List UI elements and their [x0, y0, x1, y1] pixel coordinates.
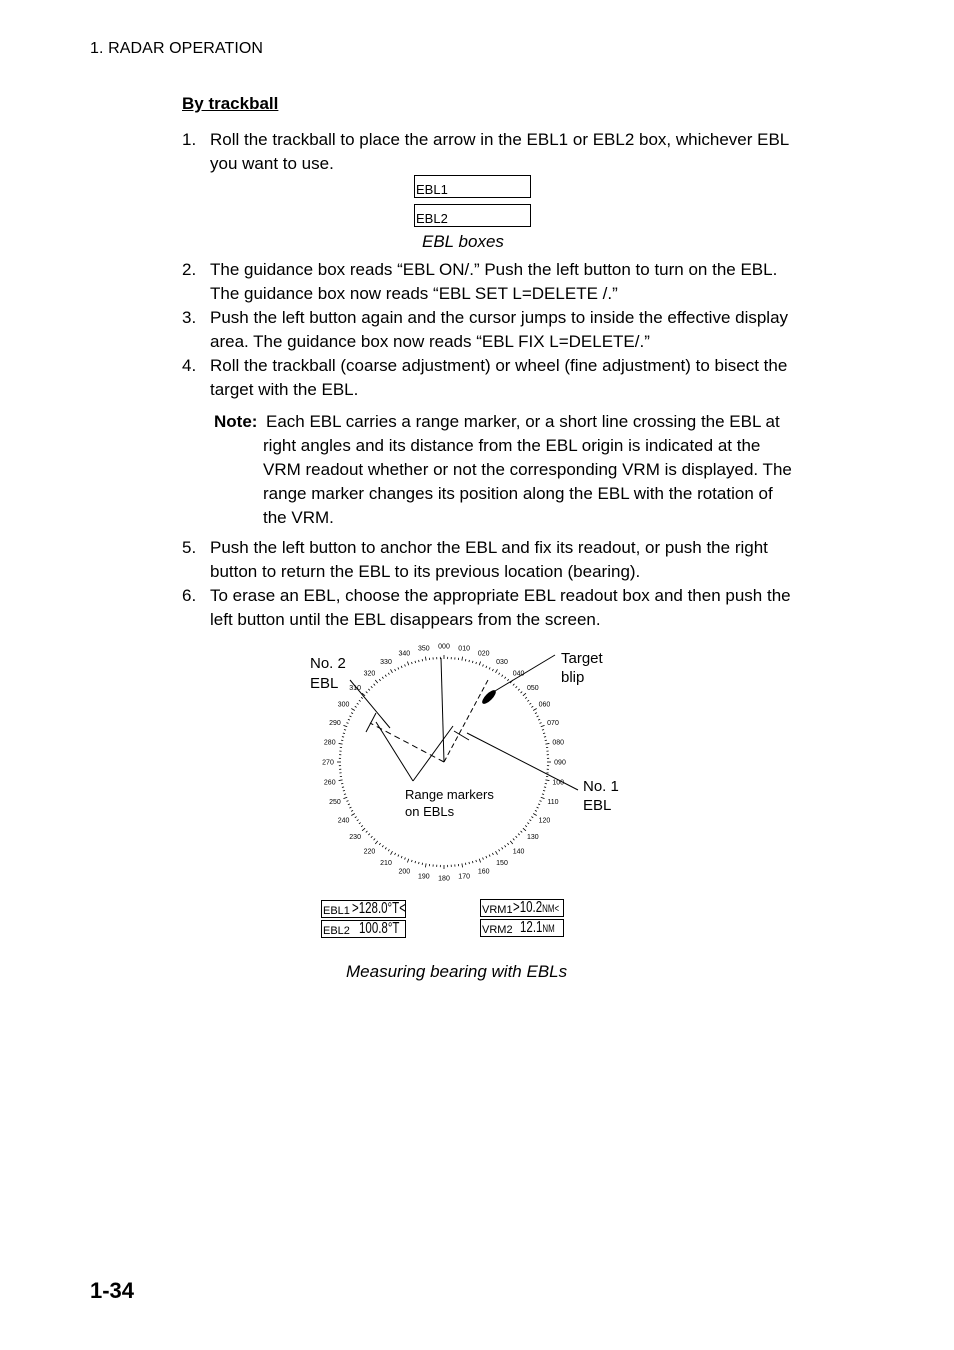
page-number: 1-34: [90, 1278, 135, 1303]
step-line: target with the EBL.: [210, 380, 359, 399]
bearing-label: 020: [477, 650, 490, 658]
vrm2-readout-value: [520, 919, 555, 937]
step-line: Roll the trackball (coarse adjustment) or wheel (fine adjustment) to bisect the: [210, 356, 788, 375]
bearing-tick: [545, 780, 549, 781]
bearing-tick: [541, 797, 545, 798]
bearing-tick: [339, 780, 343, 781]
bearing-tick: [462, 657, 463, 661]
step-line: you want to use.: [210, 154, 334, 173]
bearing-tick: [544, 787, 546, 788]
bearing-label: 030: [496, 659, 508, 667]
ebl2-box-label: EBL2: [416, 211, 448, 226]
bearing-tick: [510, 841, 513, 844]
range-marker-pointer-2: [376, 722, 413, 781]
bearing-tick: [521, 831, 523, 832]
bearing-tick: [351, 810, 353, 811]
note-line: range marker changes its position along the EBL with the rotation of: [263, 484, 773, 503]
bearing-tick: [407, 859, 408, 863]
bearing-tick: [505, 845, 506, 847]
bearing-tick: [349, 807, 351, 808]
bearing-tick: [486, 856, 487, 858]
bearing-tick: [479, 859, 480, 863]
bearing-tick: [492, 853, 493, 855]
range-markers-label: on EBLs: [405, 804, 455, 819]
bearing-label: 230: [349, 834, 361, 842]
bearing-tick: [419, 862, 420, 864]
bearing-tick: [523, 828, 526, 831]
bearing-tick: [395, 669, 396, 671]
step-line: To erase an EBL, choose the appropriate EBL readout box and then push the: [210, 586, 791, 605]
bearing-tick: [362, 828, 365, 831]
bearing-label: 250: [329, 799, 341, 807]
bearing-tick: [351, 814, 354, 816]
ebl1-line: [444, 680, 488, 762]
bearing-tick: [539, 723, 541, 724]
bearing-label: 110: [547, 799, 559, 807]
bearing-label: 040: [512, 670, 525, 678]
bearing-label: 320: [363, 670, 376, 678]
bearing-tick: [533, 814, 536, 816]
bearing-tick: [525, 825, 527, 826]
note-label: Note:: [214, 412, 258, 431]
bearing-tick: [339, 743, 343, 744]
bearing-tick: [513, 839, 514, 841]
bearing-tick: [411, 860, 412, 862]
ebl1-readout-value: >128.0°T<: [352, 900, 406, 917]
bearing-label: 080: [552, 739, 565, 747]
target-blip: [480, 688, 498, 706]
bearing-tick: [388, 849, 389, 851]
bearing-label: 340: [398, 650, 411, 658]
bearing-tick: [405, 664, 406, 666]
bearing-tick: [361, 697, 363, 698]
bearing-tick: [499, 673, 500, 675]
range-marker-pointer-1: [413, 726, 453, 781]
bearing-label: 060: [538, 701, 551, 709]
bearing-tick: [507, 843, 508, 845]
bearing-tick: [542, 729, 544, 730]
bearing-tick: [366, 831, 368, 832]
bearing-label: 130: [527, 834, 539, 842]
ebl-lines: [350, 655, 578, 790]
bearing-tick: [469, 862, 470, 864]
bearing-tick: [346, 801, 348, 802]
bearing-label: 350: [418, 645, 430, 653]
bearing-tick: [518, 834, 520, 836]
bearing-tick: [391, 851, 393, 854]
bearing-tick: [533, 709, 536, 711]
bearing-tick: [357, 820, 359, 821]
step-line: The guidance box now reads “EBL SET L=DELETE /.”: [210, 284, 618, 303]
vrm2-readout-label: VRM2: [482, 924, 513, 936]
bearing-tick: [538, 804, 540, 805]
bearing-tick: [346, 723, 348, 724]
bearing-scale-labels: [322, 644, 566, 883]
vrm1-readout-value: [513, 899, 559, 917]
bearing-tick: [472, 861, 473, 863]
note-line: VRM readout whether or not the corresponding VRM is displayed. The: [263, 460, 792, 479]
target-blip-label: Target: [561, 650, 603, 667]
bearing-tick: [529, 703, 531, 704]
bearing-tick: [419, 660, 420, 662]
bearing-tick: [415, 861, 416, 863]
bearing-label: 240: [337, 817, 350, 825]
bearing-tick: [516, 836, 518, 838]
bearing-tick: [535, 713, 537, 714]
heading-line: [441, 658, 444, 762]
bearing-label: 310: [349, 684, 361, 692]
bearing-label: 180: [438, 875, 450, 883]
bearing-tick: [374, 839, 375, 841]
bearing-tick: [483, 664, 484, 666]
bearing-label: 270: [322, 759, 334, 767]
bearing-tick: [529, 820, 531, 821]
bearing-tick: [343, 725, 347, 726]
bearing-tick: [496, 851, 498, 854]
bearing-tick: [544, 737, 546, 738]
bearing-tick: [496, 669, 498, 672]
bearing-tick: [462, 863, 463, 867]
bearing-label: 090: [554, 759, 566, 767]
vrm2-unit: NM: [542, 923, 555, 935]
step-line: Roll the trackball to place the arrow in the EBL1 or EBL2 box, whichever EBL: [210, 130, 790, 149]
bearing-tick: [348, 804, 350, 805]
bearing-tick: [538, 719, 540, 720]
vrm1-value: >10.2: [513, 899, 543, 916]
bearing-tick: [401, 856, 402, 858]
step-number: 4.: [182, 356, 197, 375]
bearing-tick: [348, 719, 350, 720]
bearing-tick: [472, 661, 473, 663]
bearing-tick: [398, 667, 399, 669]
bearing-tick: [359, 823, 361, 824]
no2-ebl-pointer: [350, 680, 390, 728]
bearing-tick: [425, 863, 426, 867]
step-line: The guidance box reads “EBL ON/.” Push the left button to turn on the EBL.: [210, 260, 778, 279]
bearing-tick: [415, 661, 416, 663]
step-number: 3.: [182, 308, 197, 327]
bearing-tick: [382, 677, 383, 679]
vrm1-readout-label: VRM1: [482, 904, 513, 916]
bearing-tick: [537, 807, 539, 808]
bearing-label: 200: [398, 868, 411, 876]
step-number: 1.: [182, 130, 197, 149]
bearing-tick: [469, 660, 470, 662]
no2-ebl-label: No. 2: [310, 655, 346, 672]
step-line: Push the left button to anchor the EBL and fix its readout, or push the right: [210, 538, 768, 557]
no1-ebl-label: EBL: [583, 797, 612, 814]
vrm1-unit: NM<: [542, 903, 560, 915]
bearing-tick: [375, 841, 378, 844]
step-line: area. The guidance box now reads “EBL FIX L=DELETE/.”: [210, 332, 650, 351]
range-markers-label: Range markers: [405, 787, 494, 802]
bearing-tick: [507, 679, 508, 681]
bearing-tick: [343, 790, 345, 791]
vrm2-value: 12.1: [520, 919, 543, 936]
ebl2-readout-label: EBL2: [323, 925, 350, 937]
step-line: Push the left button again and the cursor jumps to inside the effective display: [210, 308, 789, 327]
bearing-tick: [361, 825, 363, 826]
bearing-tick: [476, 662, 477, 664]
bearing-tick: [357, 703, 359, 704]
bearing-tick: [542, 794, 544, 795]
no2-ebl-label: EBL: [310, 675, 339, 692]
bearing-tick: [541, 725, 545, 726]
bearing-tick: [355, 817, 357, 818]
bearing-tick: [505, 677, 506, 679]
bearing-tick: [344, 729, 346, 730]
bearing-tick: [531, 706, 533, 707]
bearing-label: 190: [418, 873, 430, 881]
bearing-tick: [543, 733, 545, 734]
bearing-label: 000: [438, 643, 450, 651]
bearing-tick: [388, 673, 389, 675]
bearing-tick: [492, 669, 493, 671]
bearing-tick: [479, 661, 480, 665]
bearing-tick: [545, 743, 549, 744]
bearing-tick: [379, 843, 380, 845]
bearing-tick: [531, 817, 533, 818]
bearing-tick: [405, 857, 406, 859]
bearing-label: 010: [458, 645, 470, 653]
bearing-label: 290: [329, 719, 341, 727]
bearing-tick: [351, 709, 354, 711]
bearing-tick: [368, 689, 370, 691]
bearing-tick: [398, 855, 399, 857]
step-number: 6.: [182, 586, 197, 605]
bearing-label: 070: [547, 719, 559, 727]
bearing-label: 140: [512, 848, 525, 856]
no1-ebl-label: No. 1: [583, 778, 619, 795]
bearing-tick: [343, 733, 345, 734]
bearing-label: 050: [527, 684, 539, 692]
bearing-tick: [342, 737, 344, 738]
ebl1-readout-label: EBL1: [323, 905, 350, 917]
diagram-caption: Measuring bearing with EBLs: [346, 962, 568, 981]
bearing-tick: [343, 797, 347, 798]
bearing-label: 300: [337, 701, 350, 709]
bearing-tick: [543, 790, 545, 791]
bearing-tick: [516, 686, 518, 688]
bearing-tick: [411, 662, 412, 664]
note-line: right angles and its distance from the EBL origin is indicated at the: [263, 436, 761, 455]
step-line: button to return the EBL to its previous location (bearing).: [210, 562, 641, 581]
bearing-tick: [355, 706, 357, 707]
bearing-tick: [351, 713, 353, 714]
bearing-tick: [375, 680, 378, 683]
bearing-tick: [425, 657, 426, 661]
bearing-tick: [521, 692, 523, 693]
vrm2-readout: [480, 919, 564, 937]
bearing-tick: [502, 675, 503, 677]
bearing-label: 170: [458, 873, 470, 881]
bearing-tick: [539, 801, 541, 802]
note-line: Each EBL carries a range marker, or a short line crossing the EBL at: [266, 412, 780, 431]
bearing-tick: [379, 679, 380, 681]
bearing-tick: [518, 689, 520, 691]
bearing-tick: [368, 834, 370, 836]
bearing-tick: [359, 700, 361, 701]
bearing-label: 150: [496, 859, 508, 867]
step-number: 5.: [182, 538, 197, 557]
bearing-label: 260: [323, 779, 336, 787]
bearing-tick: [349, 716, 351, 717]
bearing-tick: [476, 860, 477, 862]
running-header: 1. RADAR OPERATION: [90, 40, 264, 57]
bearing-tick: [371, 686, 373, 688]
bearing-label: 280: [323, 739, 336, 747]
bearing-tick: [391, 669, 393, 672]
note-line: the VRM.: [263, 508, 334, 527]
bearing-tick: [374, 684, 375, 686]
bearing-tick: [537, 716, 539, 717]
vrm1-readout: [480, 899, 564, 917]
bearing-tick: [385, 675, 386, 677]
step-line: left button until the EBL disappears from the screen.: [210, 610, 601, 629]
bearing-tick: [382, 845, 383, 847]
bearing-tick: [489, 855, 490, 857]
bearing-tick: [486, 666, 487, 668]
bearing-tick: [401, 666, 402, 668]
bearing-tick: [513, 684, 514, 686]
bearing-tick: [395, 853, 396, 855]
bearing-tick: [527, 700, 529, 701]
ebl2-readout-value: 100.8°T: [359, 920, 400, 937]
bearing-tick: [525, 697, 527, 698]
bearing-tick: [523, 693, 526, 696]
bearing-tick: [489, 667, 490, 669]
bearing-label: 100: [552, 779, 565, 787]
bearing-label: 160: [477, 868, 490, 876]
section-title: By trackball: [182, 94, 279, 113]
ebl2-range-marker: [366, 713, 376, 732]
bearing-tick: [407, 661, 408, 665]
bearing-tick: [527, 823, 529, 824]
bearing-tick: [344, 794, 346, 795]
target-blip-label: blip: [561, 669, 585, 686]
bearing-tick: [371, 836, 373, 838]
bearing-tick: [502, 847, 503, 849]
bearing-label: 210: [380, 859, 392, 867]
bearing-label: 330: [380, 659, 392, 667]
bearing-label: 220: [363, 848, 376, 856]
bearing-tick: [499, 849, 500, 851]
ebl1-box-label: EBL1: [416, 182, 448, 197]
bearing-tick: [366, 692, 368, 693]
bearing-tick: [385, 847, 386, 849]
bearing-tick: [342, 787, 344, 788]
step-number: 2.: [182, 260, 197, 279]
ebl2-line: [370, 723, 444, 762]
ebl2-readout: [321, 920, 406, 938]
ebl1-readout: [321, 900, 406, 918]
bearing-tick: [535, 810, 537, 811]
bearing-tick: [483, 857, 484, 859]
ebl-boxes-caption: EBL boxes: [422, 232, 504, 251]
bearing-label: 120: [538, 817, 551, 825]
